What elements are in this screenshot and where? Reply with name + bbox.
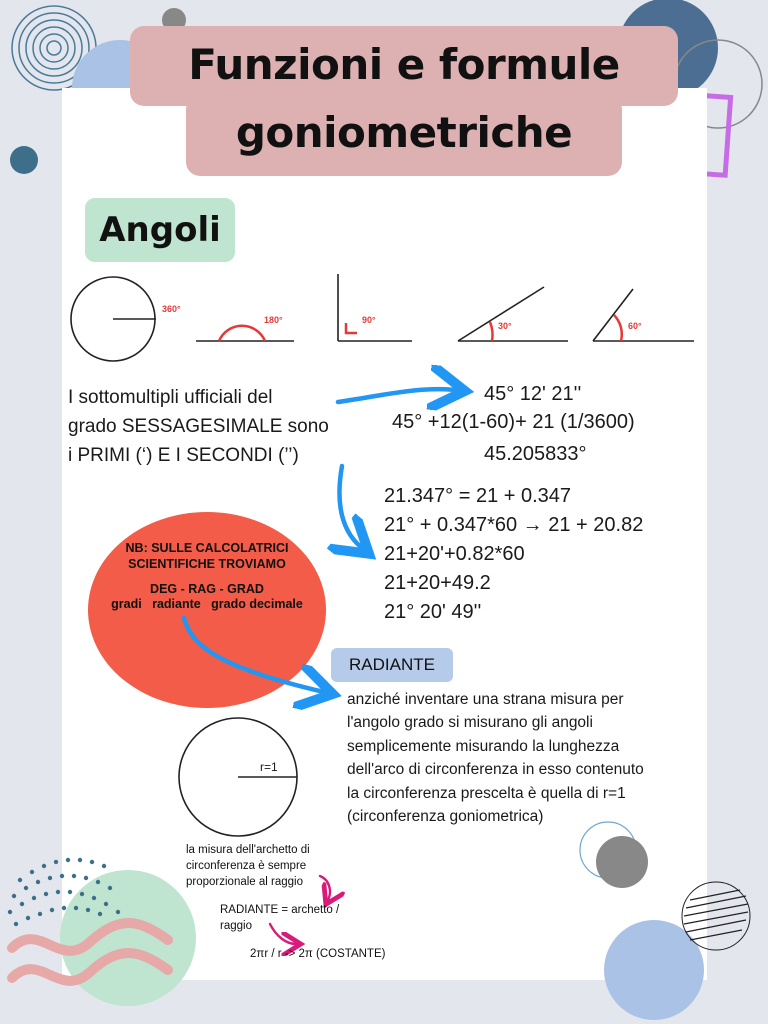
radius-label: r=1 <box>260 760 278 774</box>
angle-label-60: 60° <box>628 321 642 331</box>
conversion2-line1: 21.347° = 21 + 0.347 <box>384 485 572 507</box>
conversion1-line3: 45.205833° <box>484 443 587 465</box>
conversion2-line2: 21° + 0.347*60 → 21 + 20.82 <box>384 514 644 536</box>
radiante-desc-line5: la circonferenza prescelta è quella di r=1 <box>347 785 626 802</box>
archetto-note-line1: la misura dell'archetto di <box>186 844 310 856</box>
nb-line4: gradi radiante grado decimale <box>111 597 303 611</box>
arrow-to-radiante <box>184 618 324 692</box>
radiante-desc-line6: (circonferenza goniometrica) <box>347 808 544 825</box>
conversion2-line5: 21° 20' 49'' <box>384 601 482 623</box>
arrow-magenta-1 <box>320 876 330 900</box>
radiante-desc-line3: semplicemente misurando la lunghezza <box>347 738 620 755</box>
unit-circle <box>179 718 297 836</box>
section-heading-angoli: Angoli <box>85 198 235 262</box>
constant-formula: 2πr / r -> 2π (COSTANTE) <box>250 948 386 960</box>
conversion2-line3: 21+20'+0.82*60 <box>384 543 525 565</box>
arrow-to-conversion1 <box>338 389 456 402</box>
conversion1-line1: 45° 12' 21'' <box>484 383 582 405</box>
angle-label-30: 30° <box>498 321 512 331</box>
radiante-desc-line2: l'angolo grado si misurano gli angoli <box>347 714 593 731</box>
angle-label-180: 180° <box>264 315 283 325</box>
archetto-note-line3: proporzionale al raggio <box>186 876 303 888</box>
radiante-desc-line1: anziché inventare una strana misura per <box>347 691 624 708</box>
radiante-desc-line4: dell'arco di circonferenza in esso contenuto <box>347 761 644 778</box>
radiante-heading: RADIANTE <box>331 648 453 682</box>
arrow-magenta-2 <box>270 924 296 944</box>
nb-line3: DEG - RAG - GRAD <box>150 582 264 596</box>
conversion2-line4: 21+20+49.2 <box>384 572 491 594</box>
radiante-formula-line1: RADIANTE = archetto / <box>220 904 340 916</box>
sottomultipli-line1: I sottomultipli ufficiali del <box>68 387 273 408</box>
page-title-line2: goniometriche <box>235 108 573 157</box>
sottomultipli-line3: i PRIMI (‘) E I SECONDI (’’) <box>68 445 299 466</box>
arrow-to-conversion2 <box>339 466 362 548</box>
page-title-line1: Funzioni e formule <box>188 40 620 89</box>
archetto-note-line2: circonferenza è sempre <box>186 860 307 872</box>
radiante-formula-line2: raggio <box>220 920 252 932</box>
angle-label-360: 360° <box>162 304 181 314</box>
angle-label-90: 90° <box>362 315 376 325</box>
conversion1-line2: 45° +12(1-60)+ 21 (1/3600) <box>392 411 635 433</box>
nb-line2: SCIENTIFICHE TROVIAMO <box>128 557 286 571</box>
sottomultipli-line2: grado SESSAGESIMALE sono <box>68 416 329 437</box>
nb-line1: NB: SULLE CALCOLATRICI <box>125 541 289 555</box>
